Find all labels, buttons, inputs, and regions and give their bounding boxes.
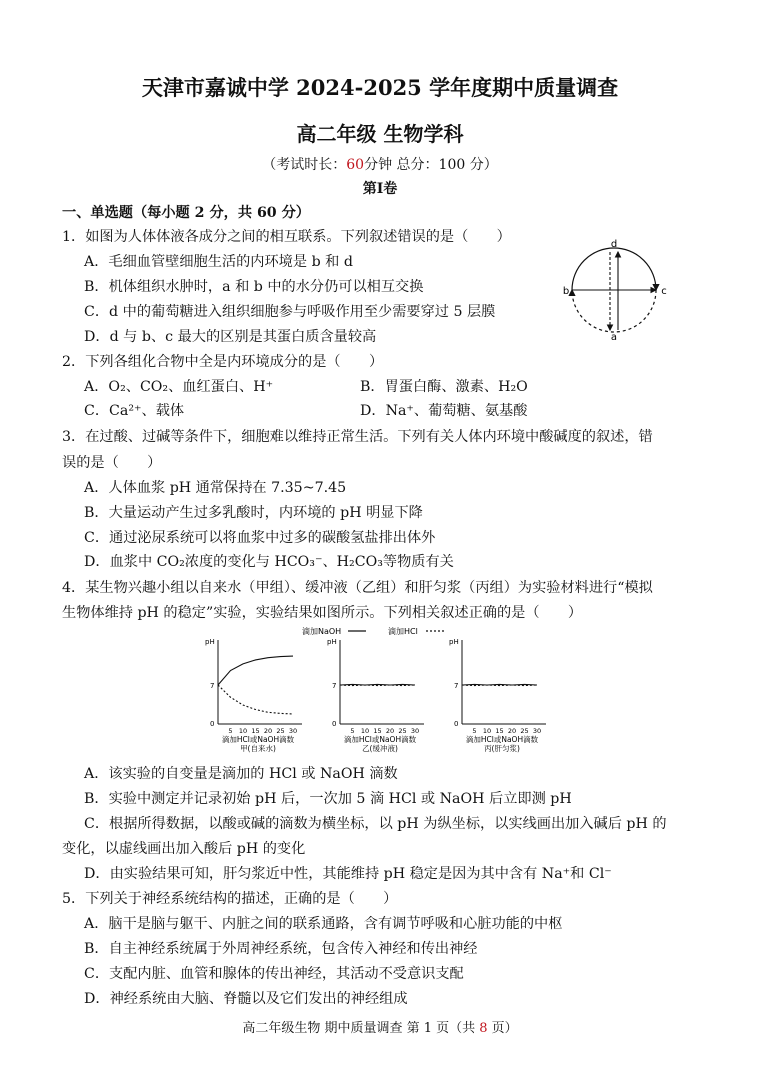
exam-info-suffix: 分钟 总分：100 分）: [364, 157, 498, 173]
q2-option-a: A．O₂、CO₂、血红蛋白、H⁺: [84, 379, 274, 395]
q3-stem-line2: 误的是（ ）: [62, 455, 162, 471]
q3-option-a: A．人体血浆 pH 通常保持在 7.35~7.45: [84, 480, 347, 496]
y-axis-label: pH: [327, 638, 337, 646]
x-tick-label: 25: [520, 727, 529, 735]
q4-option-d: D．由实验结果可知，肝匀浆近中性，其能维持 pH 稳定是因为其中含有 Na⁺和 Cl⁻: [84, 866, 612, 882]
chart-panel-1: [205, 638, 302, 753]
x-tick-label: 20: [263, 727, 273, 735]
x-tick-label: 25: [398, 727, 407, 735]
section-heading: 一、单选题（每小题 2 分，共 60 分）: [62, 205, 310, 221]
series-hcl-line: [218, 685, 293, 714]
x-axis-label: 滴加HCl或NaOH滴数: [465, 735, 539, 744]
series-naoh-line: [340, 684, 415, 685]
series-hcl-line: [462, 685, 537, 686]
x-tick-label: 10: [238, 727, 248, 735]
q2-option-d: D．Na⁺、葡萄糖、氨基酸: [360, 403, 528, 419]
q1-option-d: D．d 与 b、c 最大的区别是其蛋白质含量较高: [84, 329, 377, 345]
chart-legend: [302, 626, 446, 636]
x-tick-label: 25: [276, 727, 285, 735]
y-tick-7: 7: [332, 682, 337, 690]
panel-title: 乙(缓冲液): [362, 744, 398, 753]
x-tick-label: 5: [472, 727, 477, 735]
exam-time: 60: [346, 157, 365, 173]
footer-total-pages: 8: [479, 1021, 488, 1036]
exam-info: [0, 154, 760, 174]
q1-option-a: A．毛细血管壁细胞生活的内环境是 b 和 d: [84, 254, 353, 270]
footer-prefix: 高二年级生物 期中质量调查 第 1 页（共: [242, 1021, 480, 1036]
x-tick-label: 20: [385, 727, 395, 735]
x-tick-label: 30: [410, 727, 420, 735]
exam-title: 天津市嘉诚中学 2024-2025 学年度期中质量调查: [141, 75, 619, 100]
y-axis-label: pH: [205, 638, 215, 646]
x-tick-label: 5: [350, 727, 355, 735]
x-tick-label: 15: [251, 727, 260, 735]
label-a: a: [610, 332, 618, 343]
x-tick-label: 15: [495, 727, 504, 735]
panel-title: 甲(自来水): [240, 744, 276, 753]
exam-subtitle: 高二年级 生物学科: [296, 122, 464, 146]
q3-option-b: B．大量运动产生过多乳酸时，内环境的 pH 明显下降: [84, 505, 423, 521]
q3-option-d: D．血浆中 CO₂浓度的变化与 HCO₃⁻、H₂CO₃等物质有关: [84, 554, 454, 570]
q5-option-c: C．支配内脏、血管和腺体的传出神经，其活动不受意识支配: [84, 966, 464, 982]
x-tick-label: 15: [373, 727, 382, 735]
page-footer: [0, 1017, 760, 1036]
y-tick-7: 7: [454, 682, 459, 690]
series-hcl-line: [340, 685, 415, 686]
q5-option-a: A．脑干是脑与躯干、内脏之间的联系通路，含有调节呼吸和心脏功能的中枢: [84, 916, 563, 932]
q5-option-d: D．神经系统由大脑、脊髓以及它们发出的神经组成: [84, 991, 408, 1007]
x-tick-label: 20: [507, 727, 517, 735]
circle-bottom-arrow: [572, 290, 656, 332]
x-tick-label: 30: [288, 727, 298, 735]
x-axis-label: 滴加HCl或NaOH滴数: [343, 735, 417, 744]
q4-option-c-line1: C．根据所得数据，以酸或碱的滴数为横坐标，以 pH 为纵坐标，以实线画出加入碱后 pH 的: [84, 816, 667, 832]
panel-title: 丙(肝匀浆): [484, 744, 520, 753]
q1-option-b: B．机体组织水肿时，a 和 b 中的水分仍可以相互交换: [84, 279, 424, 295]
legend-naoh-label: 滴加NaOH: [302, 627, 342, 636]
volume-label: 第Ⅰ卷: [362, 181, 398, 197]
y-tick-0: 0: [210, 720, 215, 728]
q4-stem-line1: 4．某生物兴趣小组以自来水（甲组）、缓冲液（乙组）和肝匀浆（丙组）为实验材料进行“模拟: [62, 580, 653, 596]
q5-option-b: B．自主神经系统属于外周神经系统，包含传入神经和传出神经: [84, 941, 478, 957]
x-tick-label: 30: [532, 727, 542, 735]
q4-option-b: B．实验中测定并记录初始 pH 后，一次加 5 滴 HCl 或 NaOH 后立即测 pH: [84, 791, 572, 807]
y-axis-label: pH: [449, 638, 459, 646]
y-tick-0: 0: [332, 720, 337, 728]
footer-suffix: 页）: [487, 1021, 518, 1036]
circle-top-arrow: [572, 248, 656, 290]
label-c: c: [661, 286, 667, 297]
y-tick-0: 0: [454, 720, 459, 728]
legend-hcl-label: 滴加HCl: [388, 627, 418, 636]
q3-option-c: C．通过泌尿系统可以将血浆中过多的碳酸氢盐排出体外: [84, 530, 436, 546]
chart-panel-3: [449, 638, 546, 753]
q2-option-b: B．胃蛋白酶、激素、H₂O: [360, 379, 528, 395]
x-tick-label: 5: [228, 727, 233, 735]
q5-stem: 5．下列关于神经系统结构的描述，正确的是（ ）: [62, 891, 398, 907]
q1-stem: 1．如图为人体体液各成分之间的相互联系。下列叙述错误的是（ ）: [62, 229, 511, 245]
label-b: b: [562, 286, 570, 297]
y-tick-7: 7: [210, 682, 215, 690]
body-fluid-diagram: [558, 238, 670, 342]
exam-info-prefix: （考试时长：: [262, 157, 347, 173]
q2-stem: 2．下列各组化合物中全是内环境成分的是（ ）: [62, 354, 384, 370]
q3-stem-line1: 3．在过酸、过碱等条件下，细胞难以维持正常生活。下列有关人体内环境中酸碱度的叙述，错: [62, 429, 653, 445]
x-tick-label: 10: [360, 727, 370, 735]
label-d: d: [610, 239, 618, 250]
q4-option-c-line2: 变化，以虚线画出加入酸后 pH 的变化: [62, 841, 306, 857]
ph-experiment-chart: [190, 624, 542, 760]
q4-stem-line2: 生物体维持 pH 的稳定”实验，实验结果如图所示。下列相关叙述正确的是（ ）: [62, 605, 583, 621]
q1-option-c: C．d 中的葡萄糖进入组织细胞参与呼吸作用至少需要穿过 5 层膜: [84, 304, 496, 320]
x-tick-label: 10: [482, 727, 492, 735]
series-naoh-line: [218, 656, 293, 685]
q4-option-a: A．该实验的自变量是滴加的 HCl 或 NaOH 滴数: [84, 766, 398, 782]
x-axis-label: 滴加HCl或NaOH滴数: [221, 735, 295, 744]
q2-option-c: C．Ca²⁺、载体: [84, 403, 185, 419]
chart-panel-2: [327, 638, 424, 753]
series-naoh-line: [462, 684, 537, 685]
